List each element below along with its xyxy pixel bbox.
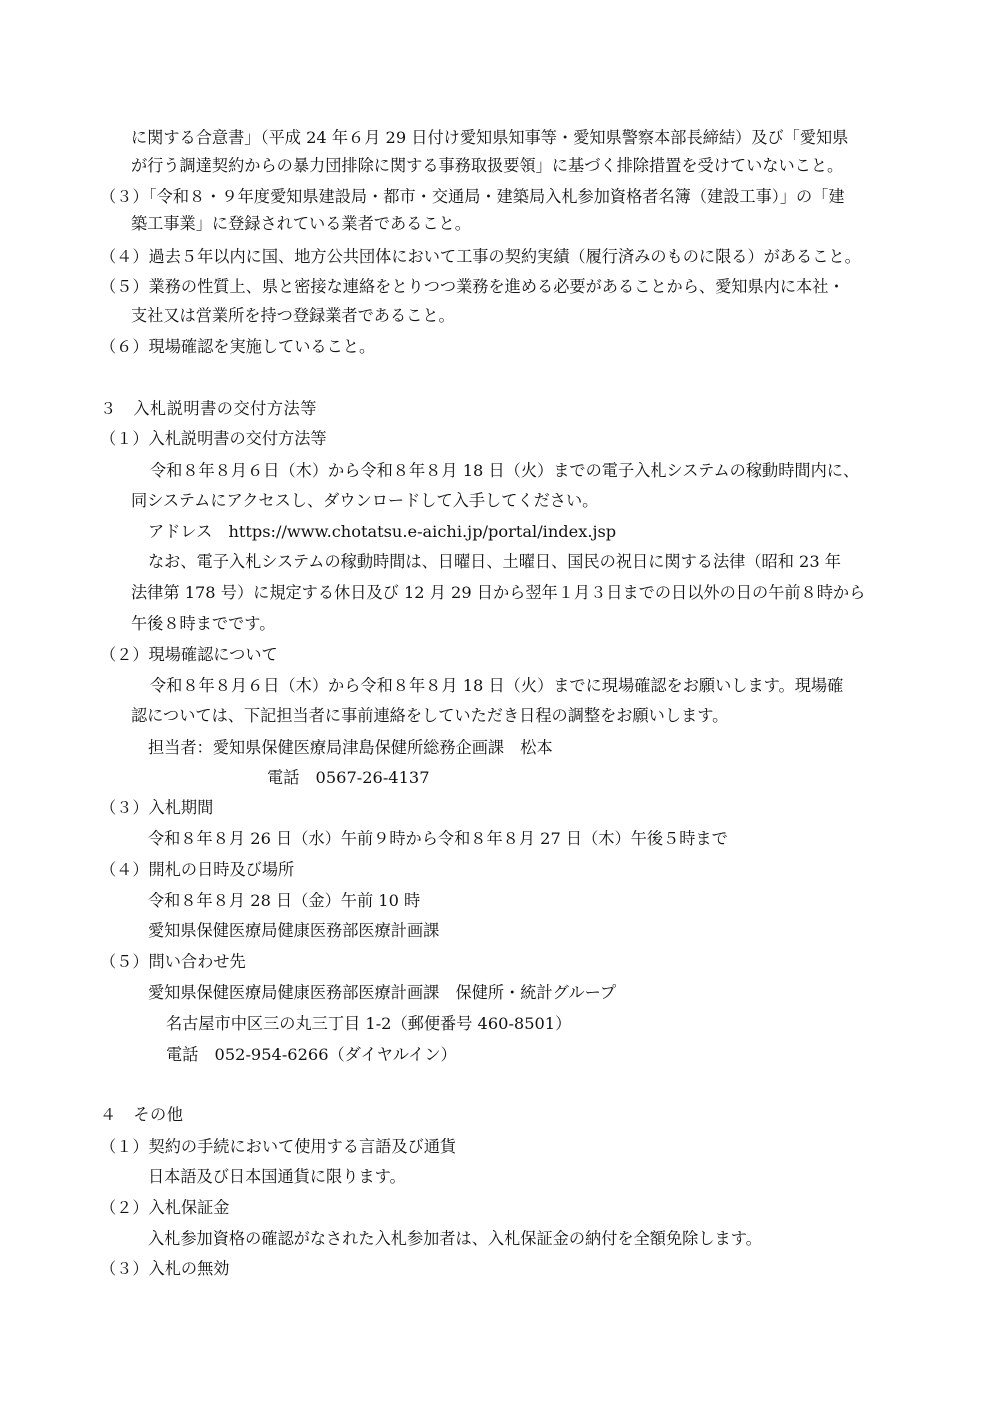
list-item-4: （４）過去５年以内に国、地方公共団体において工事の契約実績（履行済みのものに限る）があること。 (100, 247, 861, 266)
text-line: が行う調達契約からの暴力団排除に関する事務取扱要領」に基づく排除措置を受けていないこと。 (131, 156, 844, 175)
text-line: 令和８年８月 26 日（水）午前９時から令和８年８月 27 日（木）午後５時まで (148, 829, 728, 848)
contact-phone: 電話 052-954-6266（ダイヤルイン） (166, 1045, 457, 1064)
text-line: 入札参加資格の確認がなされた入札参加者は、入札保証金の納付を全額免除します。 (148, 1229, 762, 1248)
text-line: に関する合意書」（平成 24 年６月 29 日付け愛知県知事等・愛知県警察本部長締結）及び「愛知県 (131, 128, 849, 147)
subsection-heading: （３）入札期間 (100, 798, 214, 817)
subsection-heading: （２）現場確認について (100, 645, 278, 664)
text-line: 日本語及び日本国通貨に限ります。 (148, 1167, 406, 1186)
subsection-heading: （４）開札の日時及び場所 (100, 860, 295, 879)
text-line: 同システムにアクセスし、ダウンロードして入手してください。 (131, 491, 599, 510)
text-line: なお、電子入札システムの稼動時間は、日曜日、土曜日、国民の祝日に関する法律（昭和 23 年 (148, 552, 841, 571)
list-item-6: （６）現場確認を実施していること。 (100, 337, 376, 356)
section-heading-3: ３ 入札説明書の交付方法等 (100, 399, 317, 418)
text-line: 愛知県保健医療局健康医務部医療計画課 (148, 921, 440, 940)
text-line: 令和８年８月６日（木）から令和８年８月 18 日（火）までに現場確認をお願いします。現場確 (150, 676, 844, 695)
text-line: 愛知県保健医療局健康医務部医療計画課 保健所・統計グループ (148, 983, 617, 1002)
text-line: 支社又は営業所を持つ登録業者であること。 (131, 306, 455, 325)
subsection-heading: （３）入札の無効 (100, 1259, 230, 1278)
subsection-heading: （２）入札保証金 (100, 1198, 230, 1217)
text-line: 法律第 178 号）に規定する休日及び 12 月 29 日から翌年１月３日までの日以外の日の午前８時から (131, 583, 866, 602)
contact-person: 担当者：愛知県保健医療局津島保健所総務企画課 松本 (148, 738, 553, 757)
text-line: 認については、下記担当者に事前連絡をしていただき日程の調整をお願いします。 (131, 706, 729, 725)
text-line: 令和８年８月６日（木）から令和８年８月 18 日（火）までの電子入札システムの稼動時間内に、 (150, 461, 860, 480)
text-line: 午後８時までです。 (131, 614, 276, 633)
contact-address: 名古屋市中区三の丸三丁目 1-2（郵便番号 460-8501） (166, 1014, 572, 1033)
list-item-5: （５）業務の性質上、県と密接な連絡をとりつつ業務を進める必要があることから、愛知県内に本社・ (100, 277, 845, 296)
subsection-heading: （１）入札説明書の交付方法等 (100, 429, 327, 448)
text-line: 築工事業」に登録されている業者であること。 (131, 214, 471, 233)
subsection-heading: （１）契約の手続において使用する言語及び通貨 (100, 1137, 457, 1156)
section-heading-4: ４ その他 (100, 1105, 184, 1124)
subsection-heading: （５）問い合わせ先 (100, 952, 246, 971)
list-item-3: （３）「令和８・９年度愛知県建設局・都市・交通局・建築局入札参加資格者名簿（建設工事）」の「建 (100, 187, 845, 206)
address-url: アドレス https://www.chotatsu.e-aichi.jp/portal/index.jsp (148, 522, 617, 541)
text-line: 令和８年８月 28 日（金）午前 10 時 (148, 891, 421, 910)
contact-phone: 電話 0567-26-4137 (267, 768, 430, 787)
